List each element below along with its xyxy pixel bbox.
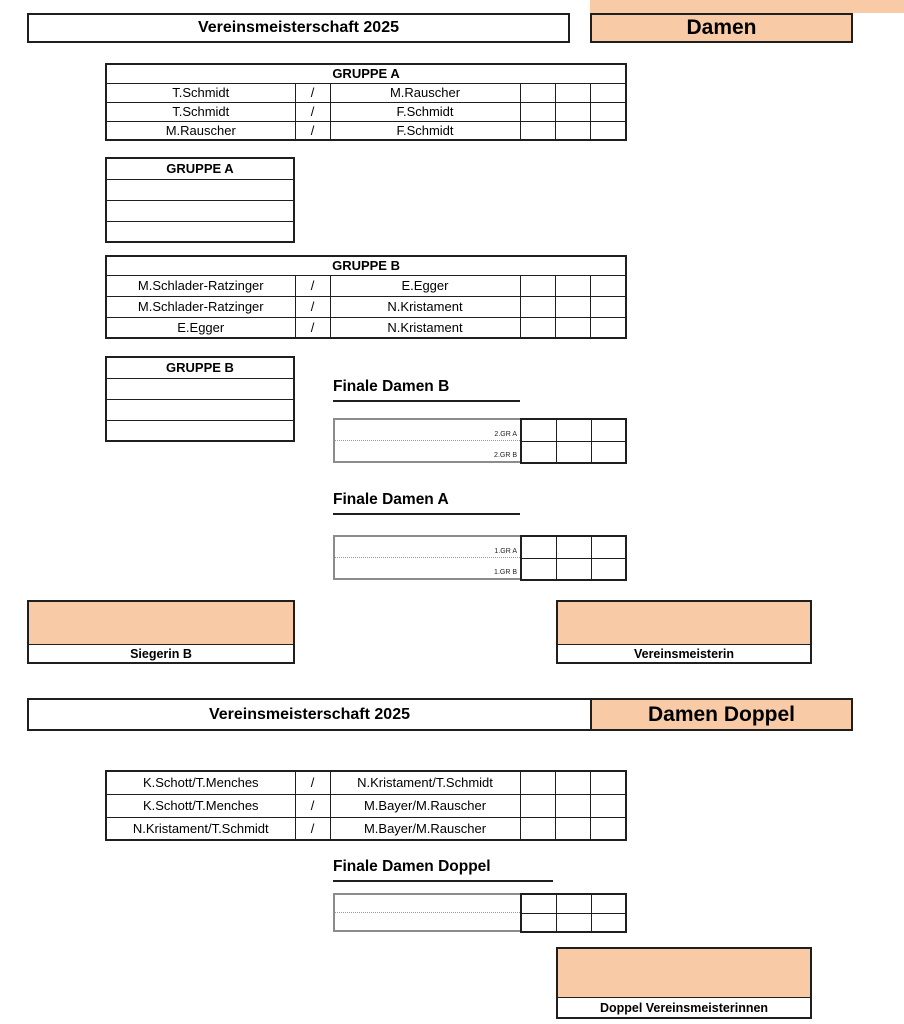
player-cell: M.Schlader-Ratzinger	[106, 275, 295, 296]
score-cell	[591, 441, 626, 463]
score-cell	[556, 441, 591, 463]
finale-slot	[335, 420, 520, 440]
standings-row	[106, 221, 294, 242]
champion-label: Vereinsmeisterin	[558, 644, 810, 662]
finale-slot	[335, 895, 520, 912]
score-cell	[590, 771, 626, 794]
player-cell: E.Egger	[106, 317, 295, 338]
match-row	[106, 275, 626, 296]
finale-slot-label: 1.GR B	[494, 569, 517, 576]
score-cell	[520, 83, 555, 102]
score-cell	[520, 771, 555, 794]
doppel-category-badge: Damen Doppel	[592, 700, 851, 729]
finale-doppel-slots	[333, 893, 520, 932]
finale-slot-label: 1.GR A	[494, 548, 517, 555]
score-cell	[590, 296, 626, 317]
score-cell	[556, 536, 591, 558]
player-cell: T.Schmidt	[106, 102, 295, 121]
score-cell	[590, 102, 626, 121]
score-cell	[555, 102, 590, 121]
score-cell	[556, 419, 591, 441]
match-row	[106, 817, 626, 840]
doppel-champion-box	[556, 947, 812, 1019]
score-cell	[520, 102, 555, 121]
score-cell	[591, 558, 626, 580]
top-accent-strip	[590, 0, 904, 13]
score-cell	[556, 913, 591, 932]
vs-cell: /	[295, 83, 330, 102]
score-cell	[520, 296, 555, 317]
vs-cell: /	[295, 102, 330, 121]
score-cell	[555, 296, 590, 317]
finale-doppel-heading: Finale Damen Doppel	[333, 858, 553, 882]
finale-slot	[335, 440, 520, 461]
score-cell	[590, 817, 626, 840]
winner-b-box	[27, 600, 295, 664]
score-cell	[590, 275, 626, 296]
team-cell: M.Bayer/M.Rauscher	[330, 794, 520, 817]
score-cell	[521, 536, 556, 558]
winner-b-label: Siegerin B	[29, 644, 293, 662]
score-cell	[555, 83, 590, 102]
score-cell	[590, 794, 626, 817]
doppel-champion-label: Doppel Vereinsmeisterinnen	[558, 997, 810, 1017]
finale-slot-label: 2.GR B	[494, 452, 517, 459]
score-cell	[521, 419, 556, 441]
gruppe-b-match-table	[105, 255, 627, 339]
match-row	[106, 83, 626, 102]
score-cell	[591, 913, 626, 932]
gruppe-a-title: GRUPPE A	[106, 64, 626, 83]
score-cell	[556, 558, 591, 580]
team-cell: M.Bayer/M.Rauscher	[330, 817, 520, 840]
standings-row	[106, 200, 294, 221]
finale-slot-label: 2.GR A	[494, 431, 517, 438]
score-cell	[520, 817, 555, 840]
finale-doppel-score-grid	[520, 893, 627, 933]
player-cell: M.Rauscher	[330, 83, 520, 102]
standings-row	[106, 399, 294, 420]
match-row	[106, 121, 626, 140]
match-row	[106, 317, 626, 338]
match-row	[106, 794, 626, 817]
vs-cell: /	[295, 794, 330, 817]
finale-doppel-table	[333, 893, 627, 932]
finale-a-table	[333, 535, 627, 580]
gruppe-a-standings	[105, 157, 295, 243]
finale-a-score-grid	[520, 535, 627, 581]
finale-b-heading: Finale Damen B	[333, 378, 520, 402]
gruppe-a-standings-title: GRUPPE A	[106, 158, 294, 179]
champion-box	[556, 600, 812, 664]
gruppe-a-match-table	[105, 63, 627, 141]
vs-cell: /	[295, 121, 330, 140]
doppel-match-table	[105, 770, 627, 841]
vs-cell: /	[295, 317, 330, 338]
score-cell	[521, 913, 556, 932]
finale-b-table	[333, 418, 627, 463]
score-cell	[520, 275, 555, 296]
damen-category-badge: Damen	[590, 13, 853, 43]
standings-row	[106, 420, 294, 441]
player-cell: N.Kristament	[330, 296, 520, 317]
gruppe-b-standings	[105, 356, 295, 442]
score-cell	[590, 317, 626, 338]
score-cell	[521, 894, 556, 913]
gruppe-b-standings-title: GRUPPE B	[106, 357, 294, 378]
team-cell: N.Kristament/T.Schmidt	[106, 817, 295, 840]
score-cell	[555, 121, 590, 140]
damen-header-title: Vereinsmeisterschaft 2025	[27, 13, 570, 43]
score-cell	[590, 121, 626, 140]
match-row	[106, 771, 626, 794]
finale-b-score-grid	[520, 418, 627, 464]
score-cell	[520, 317, 555, 338]
vs-cell: /	[295, 296, 330, 317]
finale-slot	[335, 557, 520, 578]
team-cell: K.Schott/T.Menches	[106, 771, 295, 794]
doppel-champion-fill	[558, 949, 810, 997]
finale-a-heading: Finale Damen A	[333, 491, 520, 515]
match-row	[106, 102, 626, 121]
score-cell	[591, 419, 626, 441]
finale-slot	[335, 537, 520, 557]
standings-row	[106, 179, 294, 200]
score-cell	[555, 817, 590, 840]
vs-cell: /	[295, 771, 330, 794]
player-cell: T.Schmidt	[106, 83, 295, 102]
score-cell	[556, 894, 591, 913]
player-cell: F.Schmidt	[330, 102, 520, 121]
finale-slot	[335, 912, 520, 930]
player-cell: N.Kristament	[330, 317, 520, 338]
score-cell	[591, 894, 626, 913]
score-cell	[555, 275, 590, 296]
vs-cell: /	[295, 275, 330, 296]
player-cell: M.Schlader-Ratzinger	[106, 296, 295, 317]
score-cell	[555, 317, 590, 338]
match-row	[106, 296, 626, 317]
player-cell: M.Rauscher	[106, 121, 295, 140]
player-cell: F.Schmidt	[330, 121, 520, 140]
standings-row	[106, 378, 294, 399]
score-cell	[590, 83, 626, 102]
score-cell	[521, 558, 556, 580]
score-cell	[520, 121, 555, 140]
doppel-header-title: Vereinsmeisterschaft 2025	[29, 700, 592, 729]
doppel-header	[27, 698, 853, 731]
score-cell	[521, 441, 556, 463]
score-cell	[591, 536, 626, 558]
score-cell	[520, 794, 555, 817]
finale-b-slots	[333, 418, 520, 463]
vs-cell: /	[295, 817, 330, 840]
champion-fill	[558, 602, 810, 644]
score-cell	[555, 794, 590, 817]
gruppe-b-title: GRUPPE B	[106, 256, 626, 275]
player-cell: E.Egger	[330, 275, 520, 296]
finale-a-slots	[333, 535, 520, 580]
winner-b-fill	[29, 602, 293, 644]
score-cell	[555, 771, 590, 794]
team-cell: K.Schott/T.Menches	[106, 794, 295, 817]
team-cell: N.Kristament/T.Schmidt	[330, 771, 520, 794]
